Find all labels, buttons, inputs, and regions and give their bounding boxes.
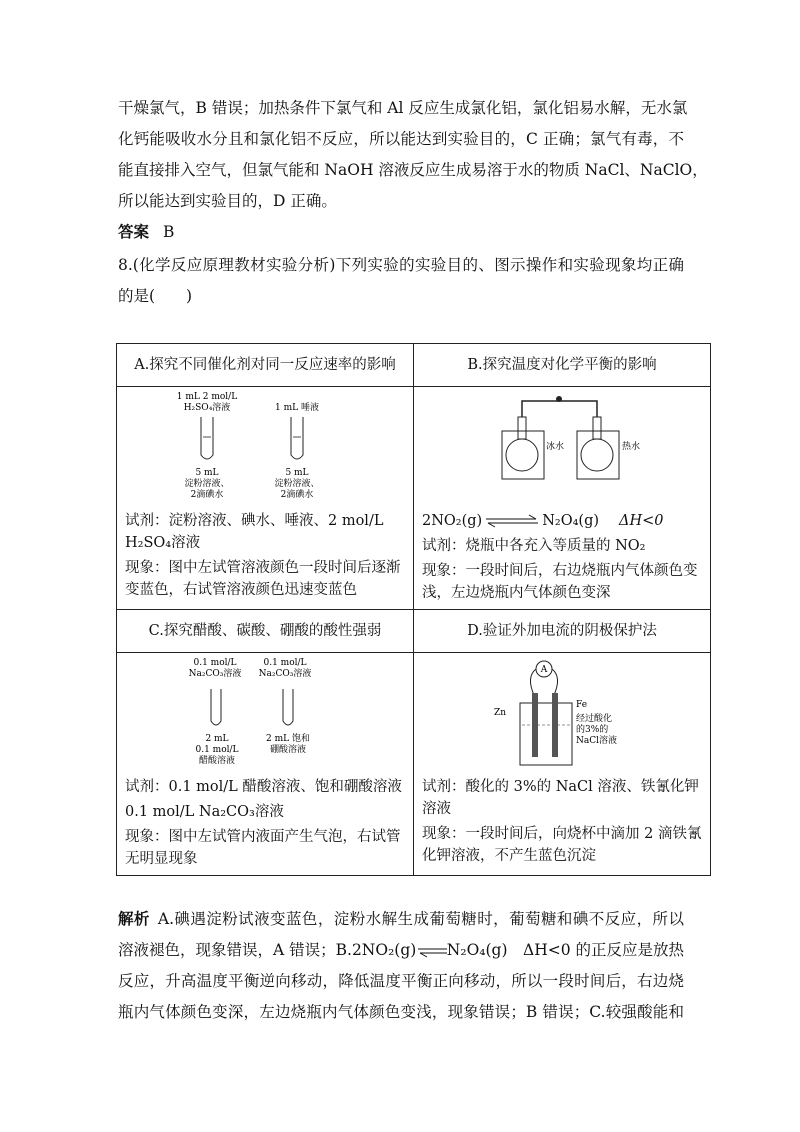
- flasks-b-figure: [422, 389, 702, 507]
- label-c-rt1: 0.1 mol/L: [263, 658, 307, 668]
- fe-electrode: [552, 693, 558, 757]
- connecting-tube: [522, 401, 597, 417]
- label-c-rb1: 2 mL 饱和: [266, 734, 310, 744]
- label-c-lb1: 2 mL: [205, 734, 229, 744]
- cell-c-title: C.探究醋酸、碳酸、硼酸的酸性强弱: [117, 610, 414, 653]
- analysis-line-3: 反应，升高温度平衡逆向移动，降低温度平衡正向移动，所以一段时间后，右边烧: [118, 972, 684, 990]
- label-sol1: 经过酸化: [576, 714, 613, 724]
- question-line-1: 8.(化学反应原理教材实验分析)下列实验的实验目的、图示操作和实验现象均正确: [118, 256, 684, 274]
- options-table: [116, 343, 711, 876]
- cell-a-reagent-line2: H₂SO₄溶液: [125, 535, 201, 551]
- cell-a-reagent: [125, 510, 405, 554]
- flask-right: [581, 439, 613, 471]
- label-a-rb2: 淀粉溶液、: [274, 479, 320, 489]
- label-a-rt: 1 mL 唾液: [275, 403, 319, 413]
- cell-d-title: D.验证外加电流的阴极保护法: [414, 610, 711, 653]
- cell-d-reagent: 试剂：酸化的 3%的 NaCl 溶液、铁氰化钾溶液: [422, 779, 699, 817]
- analysis-label: 解析: [118, 909, 150, 928]
- label-ammeter: A: [540, 665, 548, 675]
- analysis-line-1-text: A.碘遇淀粉试液变蓝色，淀粉水解生成葡萄糖时，葡萄糖和碘不反应，所以: [157, 910, 684, 928]
- question-stem: [118, 250, 684, 312]
- question-line-2: 的是( ): [118, 287, 193, 305]
- analysis-line-1: [118, 903, 684, 935]
- test-tube-right: [283, 689, 293, 725]
- cell-a-title: A.探究不同催化剂对同一反应速率的影响: [117, 344, 414, 387]
- intro-line: 化钙能吸收水分且和氯化铝不反应，所以能达到实验目的，C 正确；氯气有毒，不: [118, 130, 684, 148]
- zn-electrode: [532, 693, 538, 757]
- cell-a-body: [117, 387, 414, 610]
- label-a-rb3: 2滴碘水: [280, 490, 314, 500]
- eq-right: N₂O₄(g): [542, 513, 600, 529]
- label-c-rt2: Na₂CO₃溶液: [258, 669, 312, 679]
- label-c-rb2: 硼酸溶液: [269, 745, 307, 755]
- cell-c-reagent: 试剂：0.1 mol/L 醋酸溶液、饱和硼酸溶液: [125, 779, 402, 795]
- cell-d-body: [414, 653, 711, 876]
- figure-a: [125, 389, 405, 507]
- test-tube-left: [211, 689, 221, 725]
- cell-c-body: [117, 653, 414, 876]
- intro-line: 能直接排入空气，但氯气能和 NaOH 溶液反应生成易溶于水的物质 NaCl、NaClO，: [118, 161, 708, 179]
- eq-dh: ΔH<0: [619, 513, 664, 529]
- flask-left: [506, 439, 538, 471]
- label-ice-water: 冰水: [546, 442, 565, 452]
- label-hot-water: 热水: [622, 442, 641, 452]
- equilibrium-arrow-icon: [484, 514, 540, 528]
- label-a-rb1: 5 mL: [285, 468, 309, 478]
- cell-b-equation: [422, 510, 702, 532]
- label-sol2: 的3%的: [576, 725, 609, 735]
- label-c-lt2: Na₂CO₃溶液: [188, 669, 242, 679]
- label-fe: Fe: [576, 700, 588, 710]
- label-a-lb3: 2滴碘水: [190, 490, 224, 500]
- label-a-lb1: 5 mL: [195, 468, 219, 478]
- figure-c: [125, 655, 405, 773]
- cell-b-phenomenon: 现象：一段时间后，右边烧瓶内气体颜色变浅，左边烧瓶内气体颜色变深: [422, 563, 698, 601]
- test-tube-left: [201, 417, 213, 459]
- analysis-paragraph: [118, 903, 684, 1028]
- equilibrium-arrow-icon: [416, 944, 446, 958]
- flask-neck-right: [593, 417, 601, 439]
- label-sol3: NaCl溶液: [576, 736, 618, 746]
- label-zn: Zn: [494, 708, 507, 718]
- label-c-lt1: 0.1 mol/L: [193, 658, 237, 668]
- cell-b-title: B.探究温度对化学平衡的影响: [414, 344, 711, 387]
- cell-c-reagent2: 0.1 mol/L Na₂CO₃溶液: [125, 804, 284, 820]
- label-c-lb3: 醋酸溶液: [198, 756, 236, 766]
- cell-a-phenomenon: 现象：图中左试管溶液颜色一段时间后逐渐变蓝色，右试管溶液颜色迅速变蓝色: [125, 560, 401, 598]
- analysis-line-4: 瓶内气体颜色变深，左边烧瓶内气体颜色变浅，现象错误；B 错误；C.较强酸能和: [118, 1003, 684, 1021]
- answer: [118, 220, 174, 242]
- cell-b-reagent: 试剂：烧瓶中各充入等质量的 NO₂: [422, 538, 646, 554]
- cell-d-phenomenon: 现象：一段时间后，向烧杯中滴加 2 滴铁氰化钾溶液，不产生蓝色沉淀: [422, 826, 702, 864]
- flask-neck-left: [518, 417, 526, 439]
- label-a-lt2: H₂SO₄溶液: [183, 403, 231, 413]
- intro-paragraph: [118, 93, 708, 217]
- analysis-line-2-left: 溶液褪色，现象错误，A 错误；B.2NO₂(g): [118, 941, 417, 959]
- label-a-lt1: 1 mL 2 mol/L: [176, 392, 238, 402]
- cell-b-body: [414, 387, 711, 610]
- intro-line: 干燥氯气，B 错误；加热条件下氯气和 Al 反应生成氯化铝，氯化铝易水解，无水氯: [118, 99, 688, 117]
- figure-b: [422, 389, 702, 507]
- cell-c-phenomenon: 现象：图中左试管内液面产生气泡，右试管无明显现象: [125, 829, 401, 867]
- electrolysis-d-figure: [422, 655, 702, 773]
- figure-d: [422, 655, 702, 773]
- label-a-lb2: 淀粉溶液、: [184, 479, 230, 489]
- label-c-lb2: 0.1 mol/L: [195, 745, 239, 755]
- eq-left: 2NO₂(g): [422, 513, 483, 529]
- test-tubes-a-figure: [125, 389, 405, 507]
- analysis-line-2: [118, 935, 684, 966]
- cell-a-reagent-line1: 试剂：淀粉溶液、碘水、唾液、2 mol/L: [125, 513, 384, 529]
- answer-label: 答案: [118, 222, 150, 241]
- test-tube-right: [291, 417, 303, 459]
- beaker: [520, 703, 572, 765]
- analysis-line-2-right: N₂O₄(g) ΔH<0 的正反应是放热: [446, 941, 684, 959]
- intro-line: 所以能达到实验目的，D 正确。: [118, 192, 337, 210]
- clamp-icon: [556, 396, 562, 402]
- answer-value: B: [163, 223, 175, 241]
- test-tubes-c-figure: [125, 655, 405, 773]
